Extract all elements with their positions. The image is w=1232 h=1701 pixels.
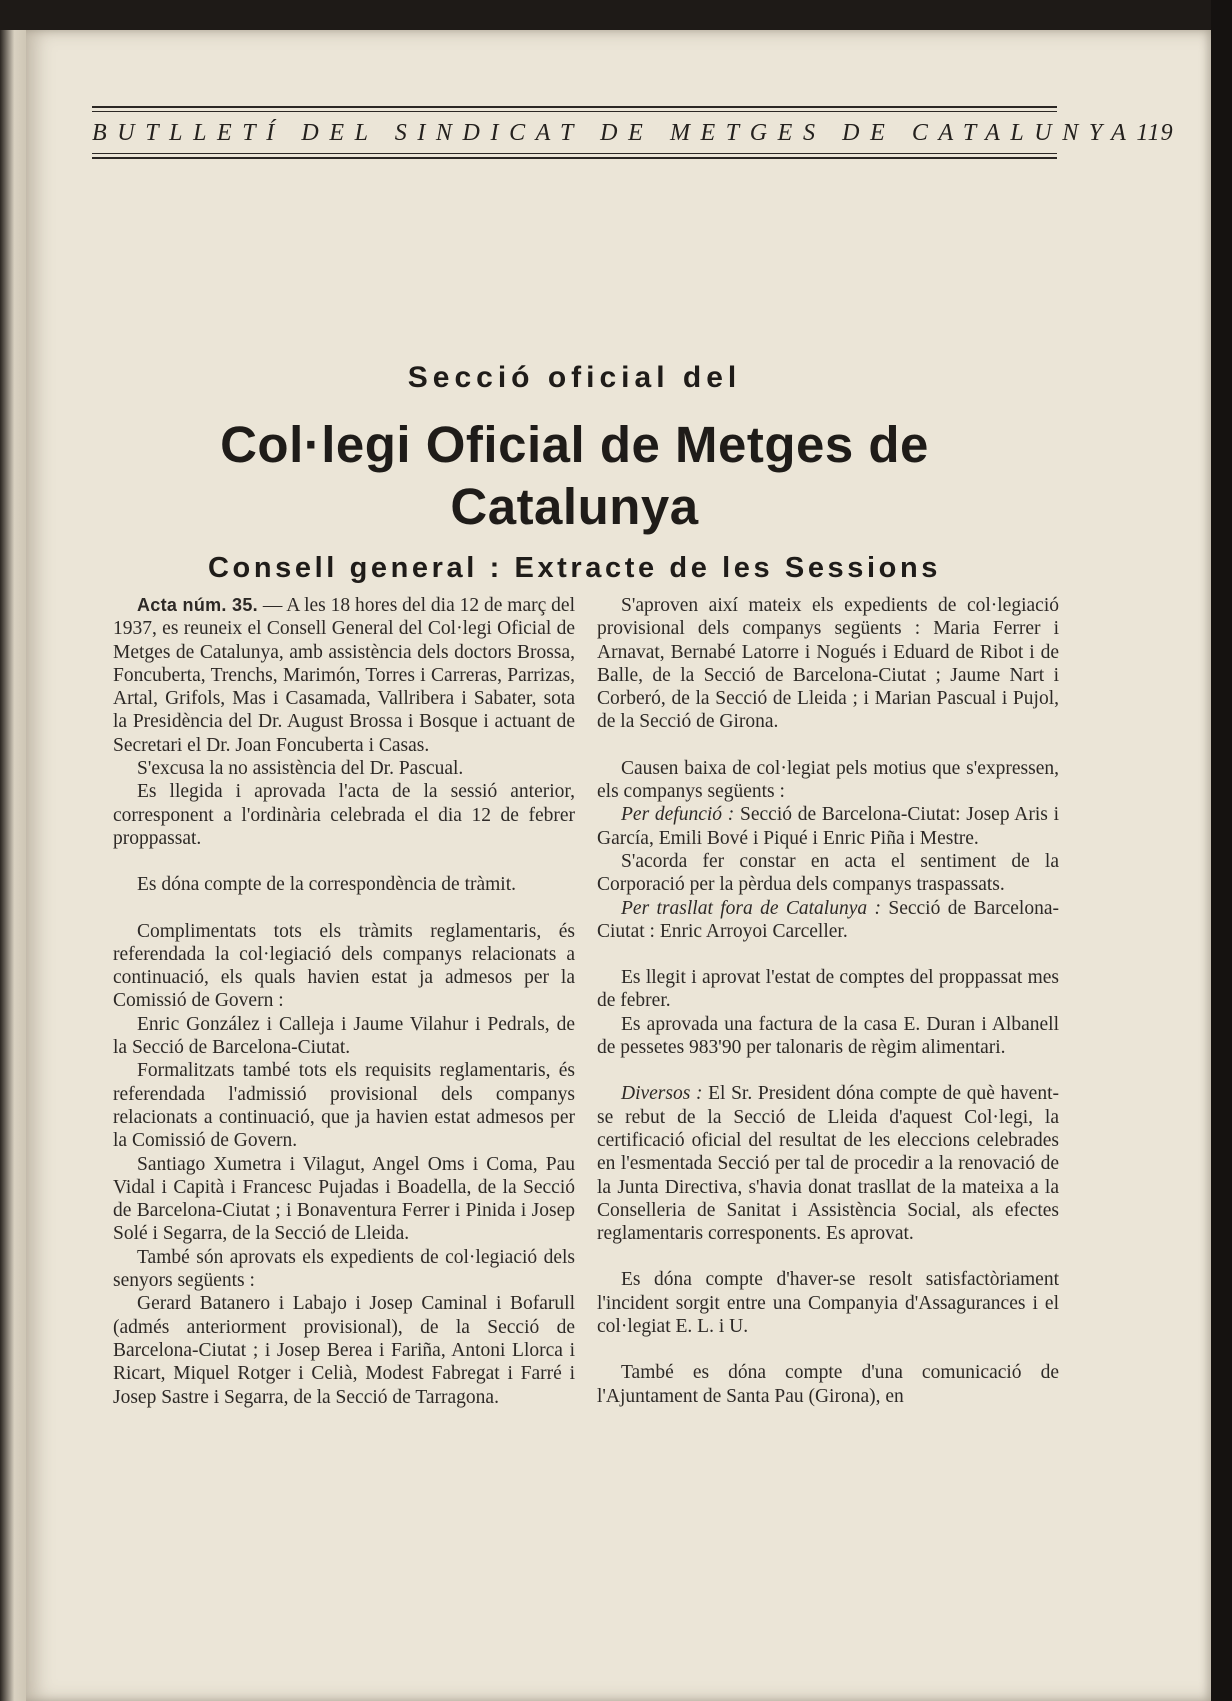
- main-title: Col·legi Oficial de Metges de Catalunya: [220, 416, 929, 535]
- paragraph: Santiago Xumetra i Vilagut, Angel Oms i Coma, Pau Vidal i Capità i Francesc Pujadas i Boadella, de la Secció de Barcelona-Ciutat ; i Bonaventura Ferrer i Pinida i Josep Solé i Segarra, de la Secció de Lleida.: [113, 1153, 575, 1245]
- paragraph-text: El Sr. President dóna compte de què havent-se rebut de la Secció de Lleida d'aquest Col·legi, la certificació oficial del resultat de les eleccions celebrades en l'esmentada Secció per tal de procedir a la renovació de la Junta Directiva, s'havia donat trasllat de la mateixa a la Conselleria de Sanitat i Assistència Social, als efectes reglamentaris corresponents. Es aprovat.: [597, 1083, 1059, 1245]
- subtitle: Consell general : Extracte de les Sessions: [207, 552, 942, 584]
- scan-edge: [1211, 0, 1232, 1701]
- paragraph: Enric González i Calleja i Jaume Vilahur i Pedrals, de la Secció de Barcelona-Ciutat.: [113, 1013, 575, 1059]
- paragraph: Es llegit i aprovat l'estat de comptes del proppassat mes de febrer.: [597, 967, 1059, 1012]
- paragraph: [597, 1082, 1059, 1245]
- paragraph: També es dóna compte d'una comunicació de l'Ajuntament de Santa Pau (Girona), en: [597, 1362, 1059, 1407]
- journal-title: BUTLLETÍ DEL SINDICAT DE METGES DE CATALUNYA: [92, 120, 1137, 146]
- right-column: [597, 594, 1059, 1408]
- paragraph: Complimentats tots els tràmits reglamentaris, és referendada la col·legiació dels companys relacionats a continuació, els quals havien estat ja admesos per la Comissió de Govern :: [113, 920, 575, 1012]
- paragraph: Causen baixa de col·legiat pels motius que s'expressen, els companys següents :: [597, 757, 1059, 803]
- book-spine: [0, 30, 26, 1701]
- page-number: 119: [1136, 120, 1174, 146]
- paragraph-text: Secció de Barcelona-Ciutat: Josep Aris i García, Emili Bové i Piqué i Enric Piña i Mestre.: [597, 804, 1059, 849]
- paragraph: [113, 594, 575, 757]
- paragraph: Gerard Batanero i Labajo i Josep Caminal i Bofarull (admés anteriorment provisional), de la Secció de Barcelona-Ciutat ; i Josep Berea i Fariña, Antoni Llorca i Ricart, Miquel Rotger i Celià, Modest Fabregat i Farré i Josep Sastre i Segarra, de la Secció de Tarragona.: [113, 1293, 575, 1408]
- header-rule-top: [92, 106, 1057, 108]
- paragraph: Es dóna compte d'haver-se resolt satisfactòriament l'incident sorgit entre una Companyia d'Assagurances i el col·legiat E. L. i U.: [597, 1269, 1059, 1338]
- paragraph: Es llegida i aprovada l'acta de la sessió anterior, corresponent a l'ordinària celebrada el dia 12 de febrer proppassat.: [113, 781, 575, 849]
- header-rule-bottom: [92, 157, 1057, 159]
- header-rule-top-thin: [92, 111, 1057, 112]
- header-line: [92, 120, 1174, 147]
- title-block: [92, 360, 1057, 586]
- acta-label: Acta núm. 35.: [137, 595, 258, 615]
- paragraph: Es dóna compte de la correspondència de tràmit.: [137, 874, 517, 896]
- paragraph: Formalitzats també tots els requisits reglamentaris, és referendada l'admissió provisional dels companys relacionats a continuació, que ja havien estat admesos per la Comissió de Govern.: [113, 1060, 575, 1152]
- header-rule-bottom-thin: [92, 153, 1057, 154]
- paragraph: S'excusa la no assistència del Dr. Pascual.: [137, 758, 464, 780]
- paragraph-text: Secció de Barcelona-Ciutat : Enric Arroyoi Carceller.: [597, 897, 1059, 942]
- paragraph: També són aprovats els expedients de col·legiació dels senyors següents :: [113, 1246, 575, 1292]
- paragraph-text: — A les 18 hores del dia 12 de març del 1937, es reuneix el Consell General del Col·legi Oficial de Metges de Catalunya, amb assistència dels doctors Brossa, Foncuberta, Trenchs, Marimón, Torres i Carreras, Parrizas, Artal, Grifols, Mas i Casamada, Vallribera i Sabater, sota la Presidència del Dr. August Brossa i Bosque i actuant de Secretari el Dr. Joan Foncuberta i Casas.: [113, 595, 575, 756]
- paragraph: S'acorda fer constar en acta el sentiment de la Corporació per la pèrdua dels companys traspassats.: [597, 850, 1059, 896]
- italic-label: Diversos :: [621, 1083, 703, 1105]
- running-header: [92, 106, 1174, 159]
- paragraph: S'aproven així mateix els expedients de col·legiació provisional dels companys següents : Maria Ferrer i Arnavat, Bernabé Latorre i Nogués i Eduard de Ribot i de Balle, de la Secció de Barcelona-Ciutat ; Jaume Nart i Corberó, de la Secció de Lleida ; i Marian Pascual i Pujol, de la Secció de Girona.: [597, 595, 1059, 733]
- left-column: [113, 594, 575, 1409]
- paragraph: Es aprovada una factura de la casa E. Duran i Albanell de pessetes 983'90 per talonaris de règim alimentari.: [597, 1013, 1059, 1059]
- section-title: Secció oficial del: [407, 361, 742, 394]
- paragraph: [597, 803, 1059, 850]
- italic-label: Per defunció :: [621, 804, 735, 826]
- italic-label: Per trasllat fora de Catalunya :: [621, 897, 881, 919]
- paragraph: [597, 897, 1059, 944]
